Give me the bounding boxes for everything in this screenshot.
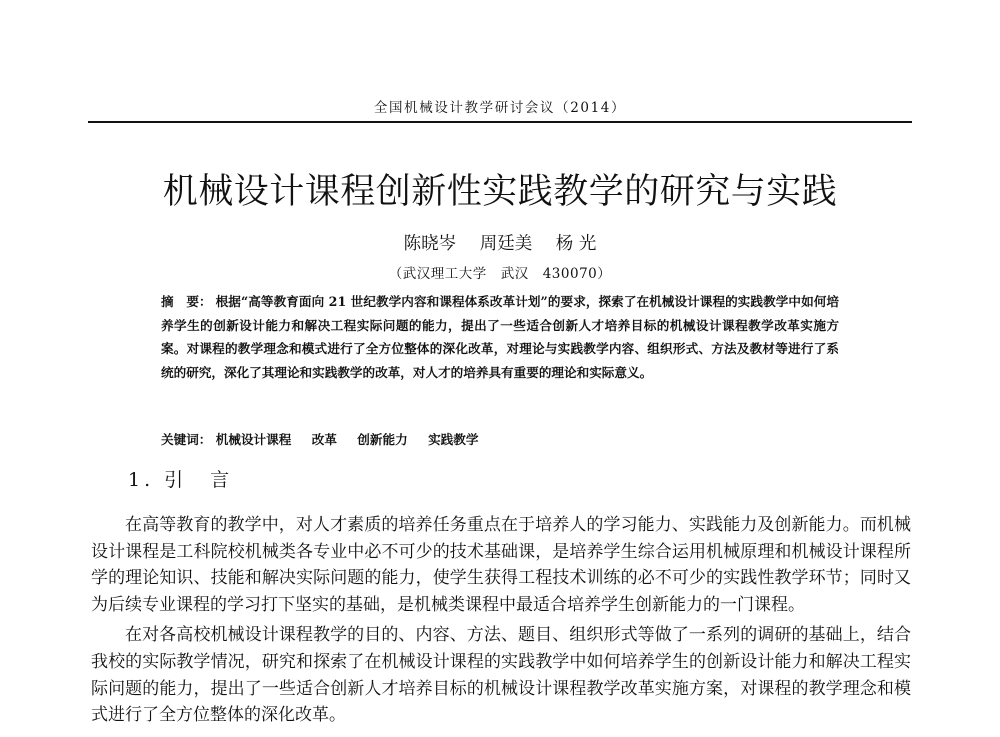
keywords-label: 关键词：: [161, 432, 212, 447]
author-list: [88, 232, 912, 256]
keyword: 机械设计课程: [215, 432, 292, 447]
abstract-text: 根据“高等教育面向 21 世纪教学内容和课程体系改革计划”的要求，探索了在机械设计课程的实践教学中如何培养学生的创新设计能力和解决工程实际问题的能力，提出了一些适合创新人才培养目标的机械设计课程教学改革实施方案。对课程的教学理念和模式进行了全方位整体的深化改革，对理论与实践教学内容、组织形式、方法及教材等进行了系统的研究，深化了其理论和实践教学的改革，对人才的培养具有重要的理论和实际意义。: [161, 294, 839, 380]
running-header: 全国机械设计教学研讨会议（2014）: [373, 100, 627, 116]
body-paragraph: 在高等教育的教学中，对人才素质的培养任务重点在于培养人的学习能力、实践能力及创新能力。而机械设计课程是工科院校机械类各专业中必不可少的技术基础课，是培养学生综合运用机械原理和机械设计课程所学的理论知识、技能和解决实际问题的能力，使学生获得工程技术训练的必不可少的实践性教学环节；同时又为后续专业课程的学习打下坚实的基础，是机械类课程中最适合培养学生创新能力的一门课程。: [91, 515, 911, 615]
keyword: 创新能力: [357, 432, 408, 447]
author-name: 周廷美: [479, 234, 533, 254]
abstract: [161, 290, 839, 384]
affiliation: （武汉理工大学 武汉 430070）: [388, 266, 612, 282]
section-heading: 1. 引 言: [128, 469, 234, 491]
section-body: [91, 512, 911, 733]
keyword: 改革: [311, 432, 337, 447]
abstract-label: 摘 要：: [161, 294, 212, 309]
body-paragraph: 在对各高校机械设计课程教学的目的、内容、方法、题目、组织形式等做了一系列的调研的基础上，结合我校的实际教学情况，研究和探索了在机械设计课程的实践教学中如何培养学生的创新设计能力和解决工程实际问题的能力，提出了一些适合创新人才培养目标的机械设计课程教学改革实施方案，对课程的教学理念和模式进行了全方位整体的深化改革。: [91, 625, 911, 726]
keyword: 实践教学: [428, 432, 479, 447]
paper-title: 机械设计课程创新性实践教学的研究与实践: [162, 172, 838, 212]
author-name: 陈晓岑: [403, 234, 457, 254]
author-name: 杨 光: [555, 234, 597, 254]
header-rule: [88, 121, 912, 123]
keywords: [161, 428, 839, 452]
